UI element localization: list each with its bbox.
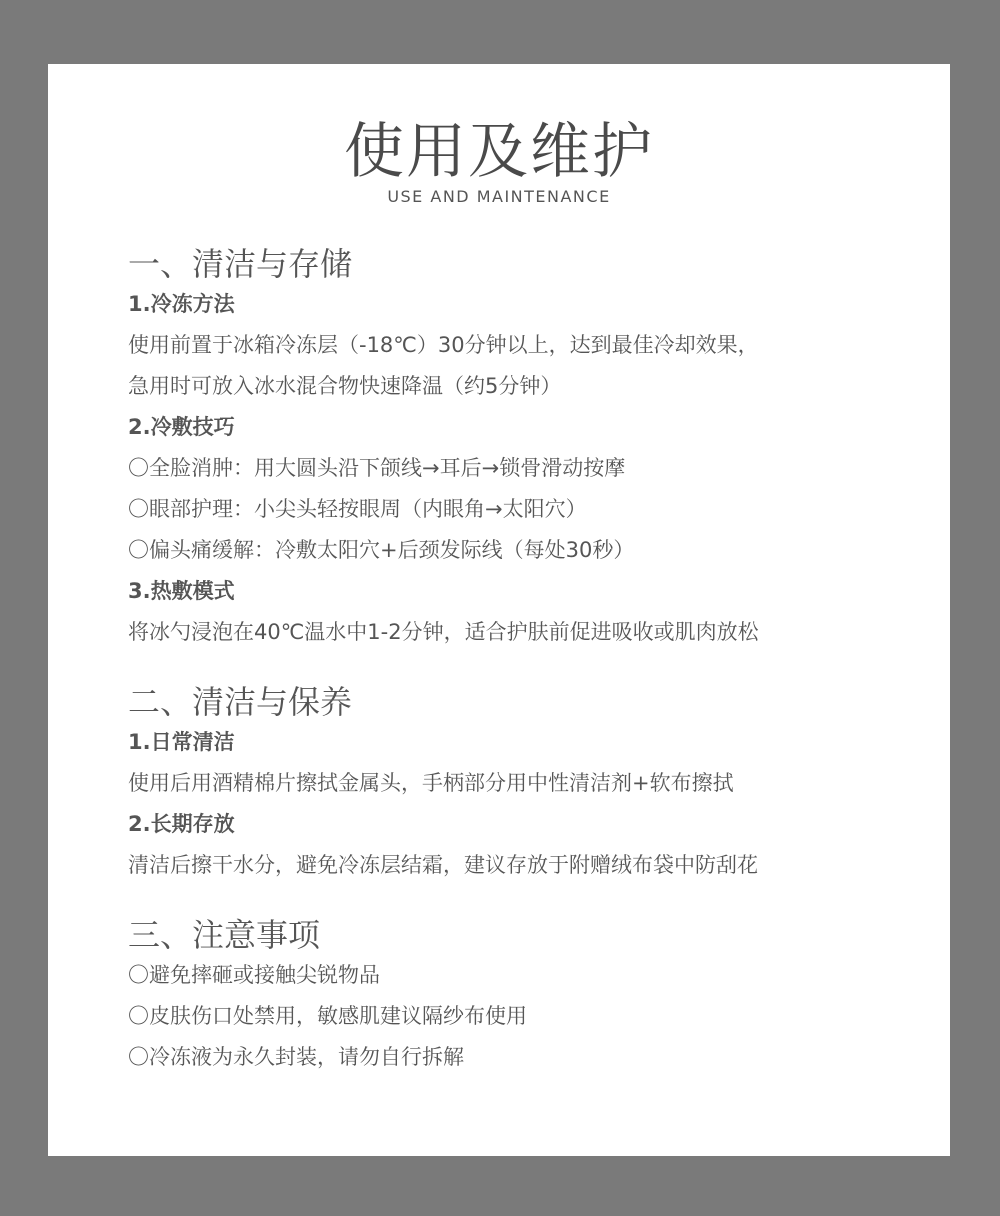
bullet-item: 〇全脸消肿：用大圆头沿下颌线→耳后→锁骨滑动按摩 xyxy=(128,456,626,480)
bullet-item: 〇眼部护理：小尖头轻按眼周（内眼角→太阳穴） xyxy=(128,497,587,521)
section-gap xyxy=(128,886,928,915)
section-cleaning-storage xyxy=(128,244,928,653)
text-line: 急用时可放入冰水混合物快速降温（约5分钟） xyxy=(128,374,562,398)
section-cleaning-care xyxy=(128,682,928,886)
sub-heading-warm-mode: 3.热敷模式 xyxy=(128,579,235,603)
section-heading: 三、注意事项 xyxy=(128,916,321,954)
bullet-item: 〇皮肤伤口处禁用，敏感肌建议隔纱布使用 xyxy=(128,1004,527,1028)
section-heading: 一、清洁与存储 xyxy=(128,245,353,283)
section-gap xyxy=(128,653,928,682)
bullet-item: 〇冷冻液为永久封装，请勿自行拆解 xyxy=(128,1045,464,1069)
sub-heading-long-storage: 2.长期存放 xyxy=(128,812,235,836)
sub-heading-cold-compress: 2.冷敷技巧 xyxy=(128,415,235,439)
document-card xyxy=(48,64,950,1156)
sub-heading-freezing: 1.冷冻方法 xyxy=(128,292,235,316)
page-subtitle: USE AND MAINTENANCE xyxy=(387,187,611,206)
page-title: 使用及维护 xyxy=(344,117,654,187)
text-line: 使用前置于冰箱冷冻层（-18℃）30分钟以上，达到最佳冷却效果， xyxy=(128,333,759,357)
text-line: 将冰勺浸泡在40℃温水中1-2分钟，适合护肤前促进吸收或肌肉放松 xyxy=(128,620,759,644)
section-notes xyxy=(128,915,928,1078)
text-line: 使用后用酒精棉片擦拭金属头，手柄部分用中性清洁剂+软布擦拭 xyxy=(128,771,734,795)
bullet-item: 〇避免摔砸或接触尖锐物品 xyxy=(128,963,380,987)
bullet-item: 〇偏头痛缓解：冷敷太阳穴+后颈发际线（每处30秒） xyxy=(128,538,635,562)
sub-heading-daily-cleaning: 1.日常清洁 xyxy=(128,730,235,754)
content xyxy=(128,244,928,1078)
section-heading: 二、清洁与保养 xyxy=(128,683,353,721)
text-line: 清洁后擦干水分，避免冷冻层结霜，建议存放于附赠绒布袋中防刮花 xyxy=(128,853,758,877)
